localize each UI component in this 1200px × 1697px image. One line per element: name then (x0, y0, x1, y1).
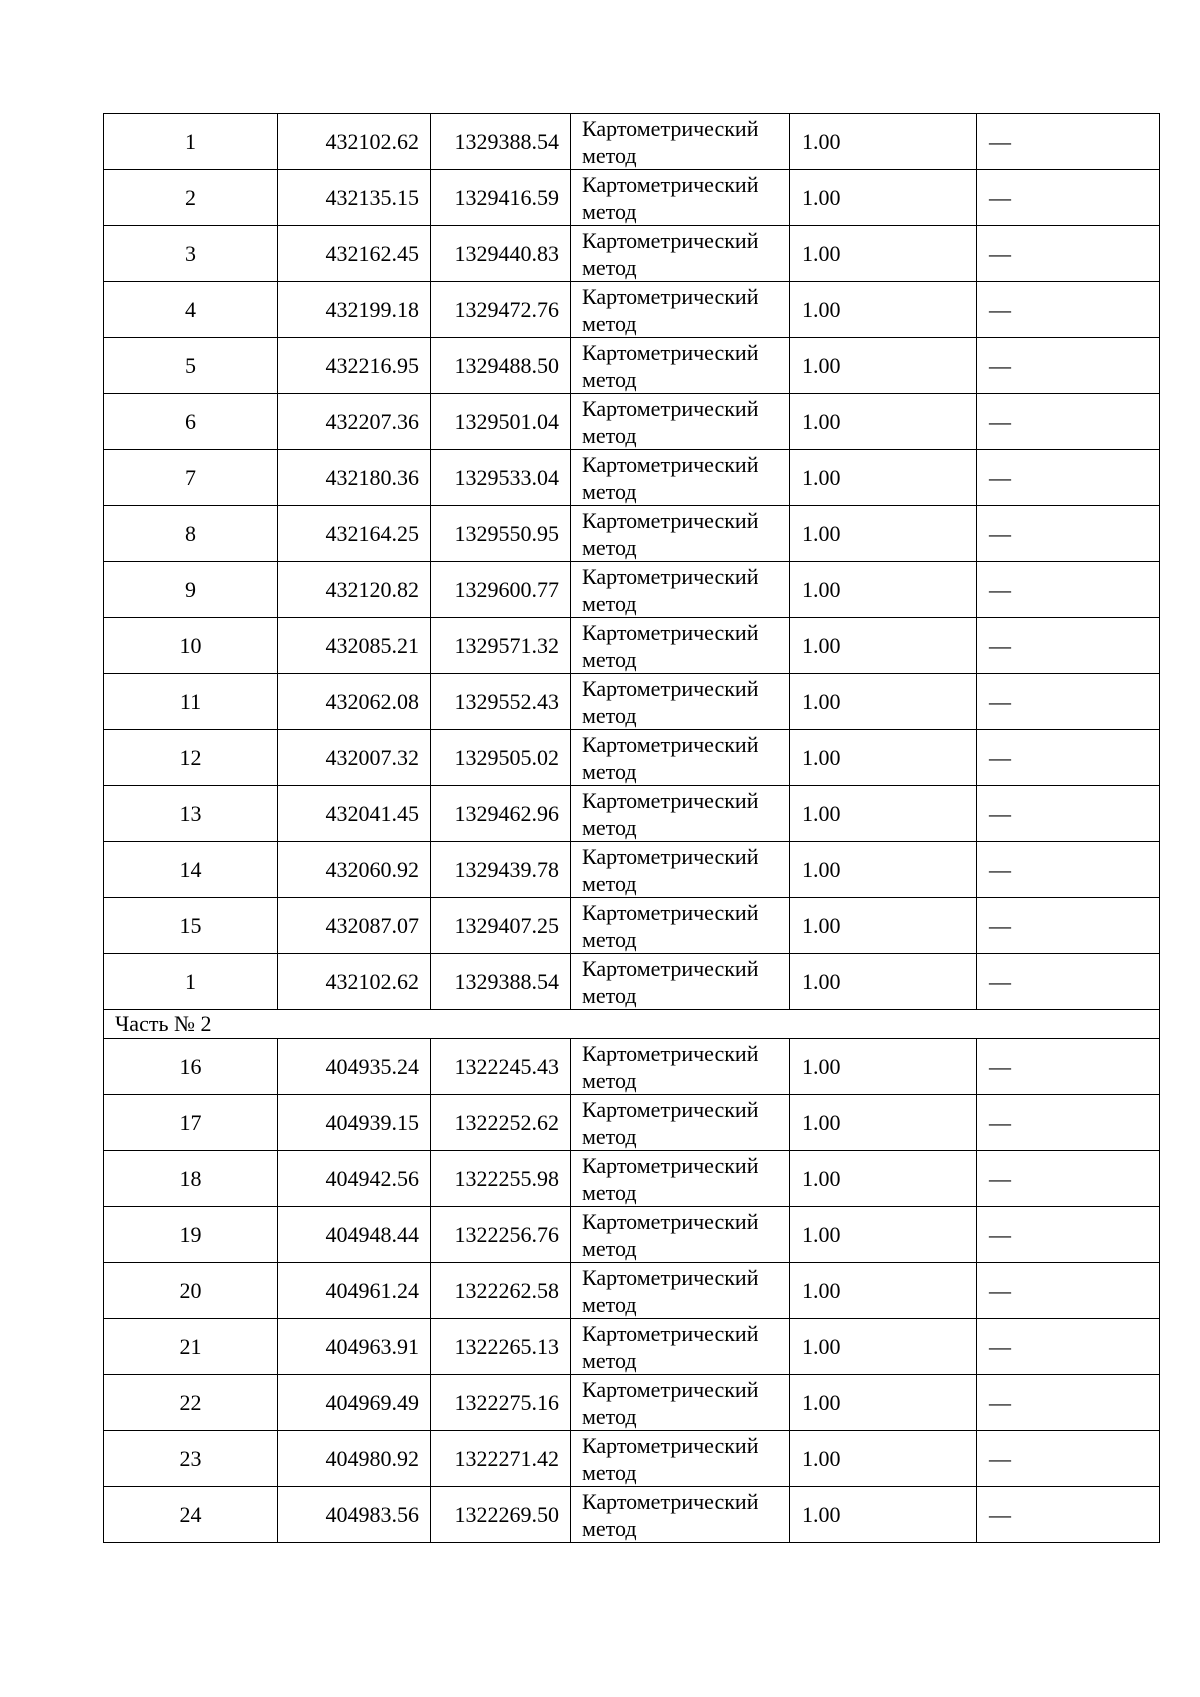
y-coordinate-cell: 1329472.76 (431, 282, 571, 338)
method-cell (571, 1095, 790, 1151)
y-coordinate-cell: 1329388.54 (431, 114, 571, 170)
point-number-cell: 3 (104, 226, 278, 282)
x-coordinate-cell: 404939.15 (278, 1095, 431, 1151)
description-cell: — (977, 338, 1160, 394)
y-coordinate-cell: 1322245.43 (431, 1039, 571, 1095)
method-line-2: метод (582, 702, 637, 728)
accuracy-cell: 1.00 (790, 1375, 977, 1431)
point-number-cell: 6 (104, 394, 278, 450)
method-line-2: метод (582, 254, 637, 280)
method-line-1: Картометрический (582, 675, 759, 701)
description-cell: — (977, 562, 1160, 618)
coordinates-table (103, 113, 1160, 1543)
table-row (104, 1039, 1160, 1095)
method-line-1: Картометрический (582, 1488, 759, 1514)
table-row (104, 1207, 1160, 1263)
table-row (104, 1431, 1160, 1487)
y-coordinate-cell: 1322269.50 (431, 1487, 571, 1543)
accuracy-cell: 1.00 (790, 1487, 977, 1543)
x-coordinate-cell: 404969.49 (278, 1375, 431, 1431)
accuracy-cell: 1.00 (790, 1431, 977, 1487)
point-number-cell: 13 (104, 786, 278, 842)
x-coordinate-cell: 404948.44 (278, 1207, 431, 1263)
table-row (104, 618, 1160, 674)
method-line-1: Картометрический (582, 1376, 759, 1402)
method-line-2: метод (582, 198, 637, 224)
accuracy-cell: 1.00 (790, 674, 977, 730)
point-number-cell: 17 (104, 1095, 278, 1151)
table-row (104, 1375, 1160, 1431)
table-row (104, 282, 1160, 338)
description-cell: — (977, 954, 1160, 1010)
method-line-2: метод (582, 1347, 637, 1373)
table-row (104, 842, 1160, 898)
point-number-cell: 21 (104, 1319, 278, 1375)
x-coordinate-cell: 432087.07 (278, 898, 431, 954)
part-header-row (104, 1010, 1160, 1039)
accuracy-cell: 1.00 (790, 170, 977, 226)
coordinates-table-body (104, 114, 1160, 1543)
y-coordinate-cell: 1329439.78 (431, 842, 571, 898)
point-number-cell: 15 (104, 898, 278, 954)
y-coordinate-cell: 1322265.13 (431, 1319, 571, 1375)
accuracy-cell: 1.00 (790, 618, 977, 674)
description-cell: — (977, 506, 1160, 562)
method-line-2: метод (582, 982, 637, 1008)
point-number-cell: 20 (104, 1263, 278, 1319)
method-line-2: метод (582, 1123, 637, 1149)
description-cell: — (977, 730, 1160, 786)
accuracy-cell: 1.00 (790, 506, 977, 562)
y-coordinate-cell: 1329505.02 (431, 730, 571, 786)
method-line-1: Картометрический (582, 955, 759, 981)
accuracy-cell: 1.00 (790, 1263, 977, 1319)
y-coordinate-cell: 1329552.43 (431, 674, 571, 730)
point-number-cell: 5 (104, 338, 278, 394)
accuracy-cell: 1.00 (790, 1095, 977, 1151)
x-coordinate-cell: 404963.91 (278, 1319, 431, 1375)
method-cell (571, 170, 790, 226)
method-line-2: метод (582, 478, 637, 504)
method-line-2: метод (582, 1179, 637, 1205)
y-coordinate-cell: 1329533.04 (431, 450, 571, 506)
accuracy-cell: 1.00 (790, 394, 977, 450)
description-cell: — (977, 1431, 1160, 1487)
method-line-1: Картометрический (582, 283, 759, 309)
method-line-2: метод (582, 646, 637, 672)
y-coordinate-cell: 1329488.50 (431, 338, 571, 394)
method-line-1: Картометрический (582, 451, 759, 477)
x-coordinate-cell: 432207.36 (278, 394, 431, 450)
description-cell: — (977, 898, 1160, 954)
point-number-cell: 18 (104, 1151, 278, 1207)
method-cell (571, 618, 790, 674)
method-line-1: Картометрический (582, 115, 759, 141)
y-coordinate-cell: 1329440.83 (431, 226, 571, 282)
x-coordinate-cell: 432041.45 (278, 786, 431, 842)
y-coordinate-cell: 1329462.96 (431, 786, 571, 842)
method-cell (571, 730, 790, 786)
method-line-1: Картометрический (582, 843, 759, 869)
table-row (104, 450, 1160, 506)
accuracy-cell: 1.00 (790, 114, 977, 170)
method-line-2: метод (582, 1291, 637, 1317)
description-cell: — (977, 1375, 1160, 1431)
method-cell (571, 954, 790, 1010)
point-number-cell: 22 (104, 1375, 278, 1431)
part-label: Часть № 2 (104, 1010, 1160, 1039)
y-coordinate-cell: 1329416.59 (431, 170, 571, 226)
y-coordinate-cell: 1322256.76 (431, 1207, 571, 1263)
method-line-2: метод (582, 142, 637, 168)
x-coordinate-cell: 432060.92 (278, 842, 431, 898)
description-cell: — (977, 450, 1160, 506)
x-coordinate-cell: 404983.56 (278, 1487, 431, 1543)
table-row (104, 1095, 1160, 1151)
x-coordinate-cell: 404980.92 (278, 1431, 431, 1487)
method-line-1: Картометрический (582, 787, 759, 813)
method-line-2: метод (582, 870, 637, 896)
method-line-1: Картометрический (582, 899, 759, 925)
method-line-1: Картометрический (582, 1096, 759, 1122)
point-number-cell: 1 (104, 954, 278, 1010)
accuracy-cell: 1.00 (790, 1319, 977, 1375)
x-coordinate-cell: 404961.24 (278, 1263, 431, 1319)
method-cell (571, 1207, 790, 1263)
x-coordinate-cell: 432135.15 (278, 170, 431, 226)
accuracy-cell: 1.00 (790, 282, 977, 338)
method-cell (571, 842, 790, 898)
table-row (104, 898, 1160, 954)
method-line-1: Картометрический (582, 227, 759, 253)
point-number-cell: 12 (104, 730, 278, 786)
x-coordinate-cell: 432120.82 (278, 562, 431, 618)
x-coordinate-cell: 432162.45 (278, 226, 431, 282)
method-line-2: метод (582, 1459, 637, 1485)
point-number-cell: 24 (104, 1487, 278, 1543)
accuracy-cell: 1.00 (790, 730, 977, 786)
method-cell (571, 1263, 790, 1319)
method-cell (571, 1431, 790, 1487)
description-cell: — (977, 1263, 1160, 1319)
method-cell (571, 786, 790, 842)
y-coordinate-cell: 1329571.32 (431, 618, 571, 674)
y-coordinate-cell: 1322252.62 (431, 1095, 571, 1151)
method-cell (571, 1487, 790, 1543)
method-cell (571, 114, 790, 170)
table-row (104, 1319, 1160, 1375)
method-line-2: метод (582, 310, 637, 336)
table-row (104, 338, 1160, 394)
point-number-cell: 1 (104, 114, 278, 170)
method-line-2: метод (582, 814, 637, 840)
y-coordinate-cell: 1329388.54 (431, 954, 571, 1010)
method-line-2: метод (582, 1067, 637, 1093)
accuracy-cell: 1.00 (790, 842, 977, 898)
table-row (104, 170, 1160, 226)
method-line-2: метод (582, 590, 637, 616)
method-cell (571, 1151, 790, 1207)
description-cell: — (977, 394, 1160, 450)
x-coordinate-cell: 432102.62 (278, 114, 431, 170)
method-cell (571, 898, 790, 954)
method-line-1: Картометрический (582, 563, 759, 589)
table-row (104, 954, 1160, 1010)
point-number-cell: 10 (104, 618, 278, 674)
method-cell (571, 674, 790, 730)
method-line-1: Картометрический (582, 1208, 759, 1234)
method-cell (571, 282, 790, 338)
method-line-1: Картометрический (582, 507, 759, 533)
method-line-2: метод (582, 534, 637, 560)
x-coordinate-cell: 432216.95 (278, 338, 431, 394)
method-line-1: Картометрический (582, 1152, 759, 1178)
description-cell: — (977, 1487, 1160, 1543)
description-cell: — (977, 1207, 1160, 1263)
method-line-1: Картометрический (582, 1432, 759, 1458)
accuracy-cell: 1.00 (790, 954, 977, 1010)
accuracy-cell: 1.00 (790, 450, 977, 506)
method-cell (571, 1375, 790, 1431)
description-cell: — (977, 1095, 1160, 1151)
accuracy-cell: 1.00 (790, 562, 977, 618)
method-cell (571, 394, 790, 450)
accuracy-cell: 1.00 (790, 898, 977, 954)
point-number-cell: 11 (104, 674, 278, 730)
method-line-2: метод (582, 1515, 637, 1541)
y-coordinate-cell: 1322275.16 (431, 1375, 571, 1431)
method-line-1: Картометрический (582, 395, 759, 421)
description-cell: — (977, 842, 1160, 898)
accuracy-cell: 1.00 (790, 1039, 977, 1095)
y-coordinate-cell: 1329550.95 (431, 506, 571, 562)
accuracy-cell: 1.00 (790, 338, 977, 394)
point-number-cell: 16 (104, 1039, 278, 1095)
x-coordinate-cell: 432102.62 (278, 954, 431, 1010)
accuracy-cell: 1.00 (790, 1151, 977, 1207)
method-cell (571, 1039, 790, 1095)
table-row (104, 226, 1160, 282)
description-cell: — (977, 786, 1160, 842)
method-line-2: метод (582, 926, 637, 952)
x-coordinate-cell: 432164.25 (278, 506, 431, 562)
point-number-cell: 7 (104, 450, 278, 506)
point-number-cell: 19 (104, 1207, 278, 1263)
method-line-2: метод (582, 758, 637, 784)
accuracy-cell: 1.00 (790, 786, 977, 842)
accuracy-cell: 1.00 (790, 1207, 977, 1263)
point-number-cell: 4 (104, 282, 278, 338)
method-cell (571, 506, 790, 562)
x-coordinate-cell: 432085.21 (278, 618, 431, 674)
table-row (104, 394, 1160, 450)
description-cell: — (977, 1039, 1160, 1095)
point-number-cell: 14 (104, 842, 278, 898)
y-coordinate-cell: 1329501.04 (431, 394, 571, 450)
y-coordinate-cell: 1322262.58 (431, 1263, 571, 1319)
description-cell: — (977, 226, 1160, 282)
table-row (104, 1263, 1160, 1319)
method-line-1: Картометрический (582, 1320, 759, 1346)
x-coordinate-cell: 432199.18 (278, 282, 431, 338)
point-number-cell: 9 (104, 562, 278, 618)
method-line-1: Картометрический (582, 1040, 759, 1066)
method-cell (571, 226, 790, 282)
x-coordinate-cell: 432062.08 (278, 674, 431, 730)
table-row (104, 506, 1160, 562)
table-row (104, 562, 1160, 618)
y-coordinate-cell: 1329407.25 (431, 898, 571, 954)
y-coordinate-cell: 1322271.42 (431, 1431, 571, 1487)
method-line-1: Картометрический (582, 731, 759, 757)
method-line-2: метод (582, 1403, 637, 1429)
table-row (104, 1151, 1160, 1207)
method-cell (571, 1319, 790, 1375)
description-cell: — (977, 114, 1160, 170)
method-cell (571, 450, 790, 506)
description-cell: — (977, 1151, 1160, 1207)
y-coordinate-cell: 1329600.77 (431, 562, 571, 618)
table-row (104, 1487, 1160, 1543)
method-line-2: метод (582, 1235, 637, 1261)
method-line-1: Картометрический (582, 171, 759, 197)
point-number-cell: 23 (104, 1431, 278, 1487)
x-coordinate-cell: 404942.56 (278, 1151, 431, 1207)
point-number-cell: 8 (104, 506, 278, 562)
point-number-cell: 2 (104, 170, 278, 226)
x-coordinate-cell: 404935.24 (278, 1039, 431, 1095)
description-cell: — (977, 618, 1160, 674)
method-cell (571, 338, 790, 394)
description-cell: — (977, 1319, 1160, 1375)
method-line-1: Картометрический (582, 619, 759, 645)
table-row (104, 674, 1160, 730)
method-line-2: метод (582, 422, 637, 448)
method-cell (571, 562, 790, 618)
method-line-1: Картометрический (582, 339, 759, 365)
method-line-2: метод (582, 366, 637, 392)
table-row (104, 786, 1160, 842)
description-cell: — (977, 674, 1160, 730)
method-line-1: Картометрический (582, 1264, 759, 1290)
y-coordinate-cell: 1322255.98 (431, 1151, 571, 1207)
description-cell: — (977, 170, 1160, 226)
x-coordinate-cell: 432180.36 (278, 450, 431, 506)
description-cell: — (977, 282, 1160, 338)
table-row (104, 730, 1160, 786)
table-row (104, 114, 1160, 170)
accuracy-cell: 1.00 (790, 226, 977, 282)
x-coordinate-cell: 432007.32 (278, 730, 431, 786)
